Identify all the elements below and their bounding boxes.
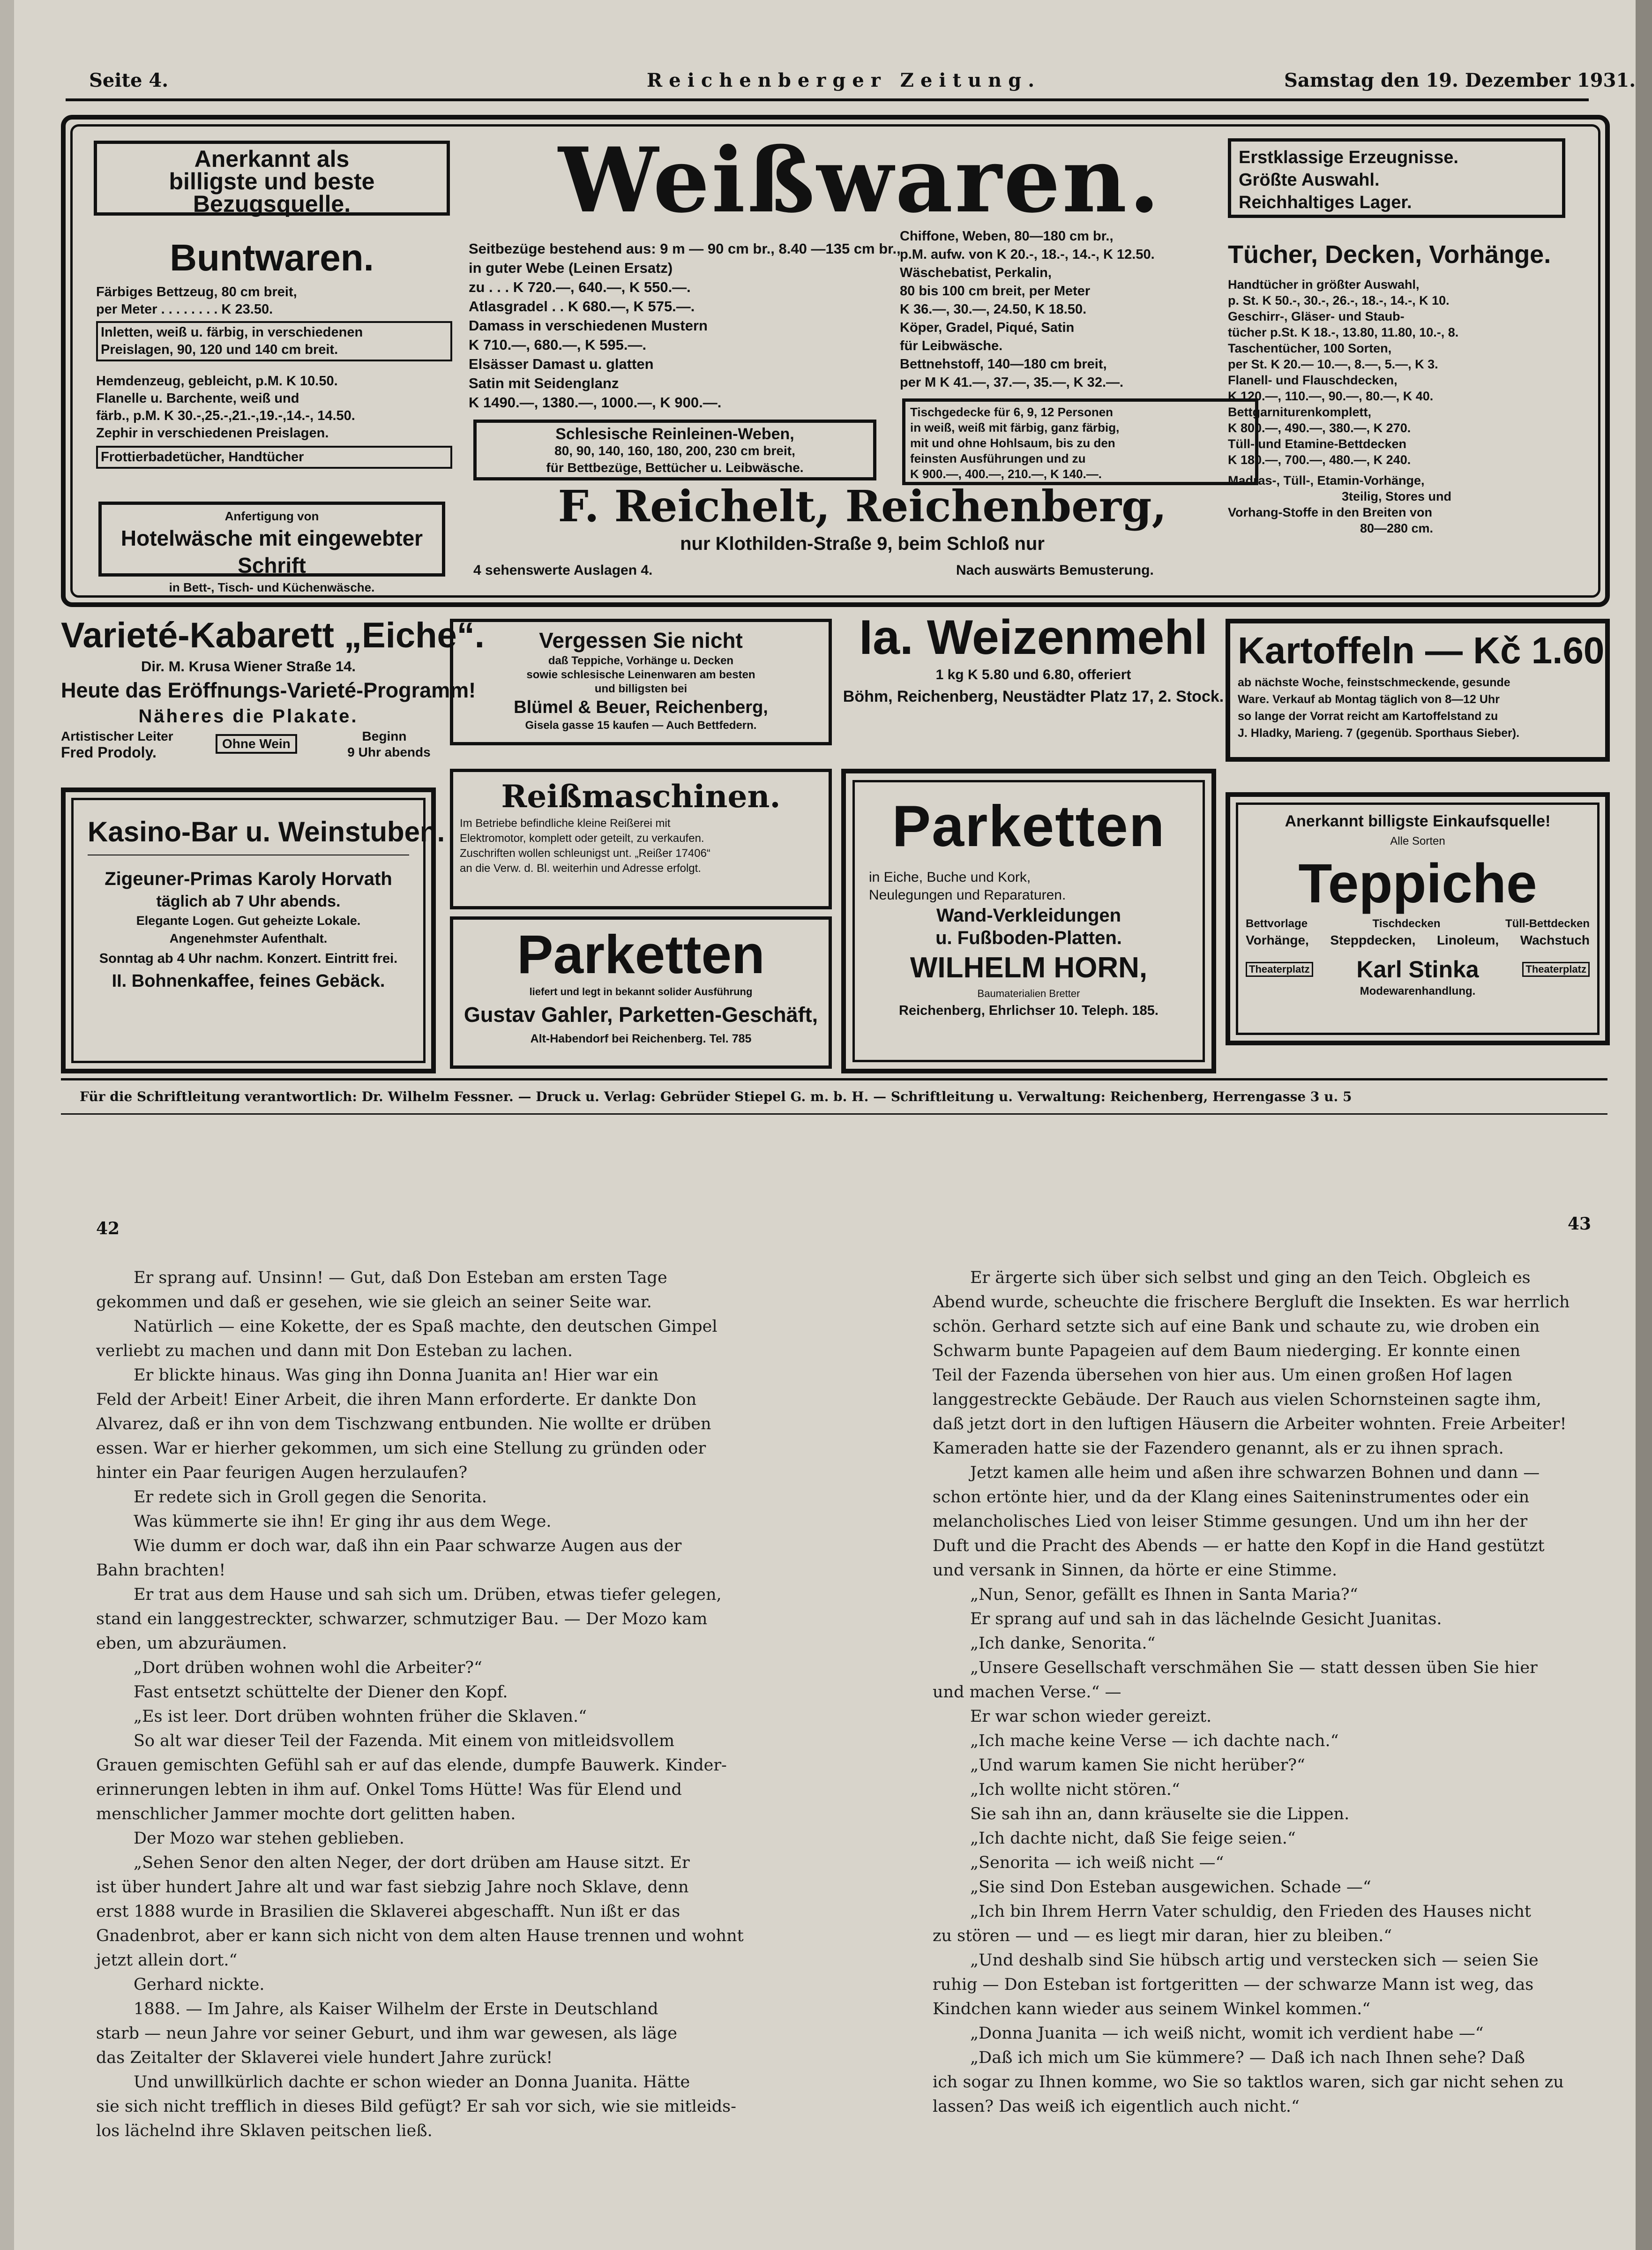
novel-left-line: Er blickte hinaus. Was ging ihn Donna Juanita an! Hier war ein (134, 1366, 659, 1385)
buntwaren-line: färb., p.M. K 30.-,25.-,21.-,19.-,14.-, 14.50. (96, 408, 355, 423)
buntwaren-line: per Meter . . . . . . . . K 23.50. (96, 302, 273, 317)
right-line: Bettnehstoff, 140—180 cm breit, (900, 357, 1107, 372)
novel-right-line: „Ich mache keine Verse — ich dachte nach.“ (970, 1732, 1339, 1750)
reiss-line: Elektromotor, komplett oder geteilt, zu verkaufen. (460, 832, 704, 845)
buntwaren-line: Hemdenzeug, gebleicht, p.M. K 10.50. (96, 374, 338, 389)
novel-right-line: schon ertönte hier, und da der Klang eines Saiteninstrumentes oder ein (933, 1488, 1530, 1507)
teppiche-theaterplatz-left: Theaterplatz (1246, 962, 1313, 977)
novel-right-line: langgestreckte Gebäude. Der Rauch aus vielen Schornsteinen sagte ihm, (933, 1390, 1541, 1409)
anerkannt-box (94, 141, 450, 216)
kasino-line: Angenehmster Aufenthalt. (169, 931, 328, 945)
weizenmehl-price: 1 kg K 5.80 und 6.80, offeriert (935, 667, 1131, 682)
reiss-line: Zuschriften wollen schleunigst unt. „Reißer 17406“ (460, 847, 710, 860)
right-line: Köper, Gradel, Piqué, Satin (900, 320, 1075, 335)
mid-line: Atlasgradel . . K 680.—, K 575.—. (469, 298, 695, 315)
novel-right-line: „Ich dachte nicht, daß Sie feige seien.“ (970, 1829, 1296, 1848)
novel-left-line: Er redete sich in Groll gegen die Senorita. (134, 1488, 487, 1507)
mid-line: Seitbezüge bestehend aus: 9 m — 90 cm br., 8.40 —135 cm br., (469, 240, 901, 257)
novel-right-line: „Daß ich mich um Sie kümmere? — Daß ich nach Ihnen sehe? Daß (970, 2048, 1525, 2067)
page-number-header: Seite 4. (89, 69, 169, 91)
vergessen-ad (450, 619, 832, 745)
buntwaren-line: Flanelle u. Barchente, weiß und (96, 391, 299, 406)
teppiche-top: Anerkannt billigste Einkaufsquelle! (1285, 812, 1551, 830)
tisch-line: K 900.—, 400.—, 210.—, K 140.—. (910, 467, 1102, 481)
novel-right-line: „Donna Juanita — ich weiß nicht, womit ich verdient habe —“ (970, 2024, 1484, 2043)
page-number-left: 42 (96, 1219, 120, 1238)
novel-right-line: lassen? Das weiß ich eigentlich auch nicht.“ (933, 2097, 1300, 2116)
novel-right-line: daß jetzt dort in den luftigen Häusern die Arbeiter wohnten. Freie Arbeiter! (933, 1415, 1567, 1433)
novel-right-line: zu stören — und — es liegt mir daran, hier zu bleiben.“ (933, 1927, 1392, 1945)
novel-right-line: Kindchen kann wieder aus seinem Winkel kommen.“ (933, 2000, 1371, 2018)
novel-left-line: Alvarez, daß er ihn von dem Tischzwang entbunden. Nie wollte er drüben (96, 1415, 711, 1433)
kartoffeln-ad (1226, 619, 1610, 762)
novel-left-line: ist über hundert Jahre alt und war fast siebzig Jahre noch Sklave, denn (96, 1878, 689, 1897)
parketten-horn-ad (841, 769, 1216, 1073)
novel-left-line: starb — neun Jahre vor seiner Geburt, und ihm war gewesen, als läge (96, 2024, 678, 2043)
novel-left-line: Bahn brachten! (96, 1561, 226, 1580)
right-line: p.M. aufw. von K 20.-, 18.-, 14.-, K 12.50. (900, 247, 1155, 262)
scan-edge-left (0, 0, 14, 2250)
anerkannt-line-3: Bezugsquelle. (193, 191, 351, 217)
weisswaren-ad (61, 115, 1610, 607)
novel-left-line: eben, um abzuräumen. (96, 1634, 287, 1653)
kartoffeln-line: J. Hladky, Marieng. 7 (gegenüb. Sporthaus Sieber). (1238, 727, 1520, 740)
tuecher-line: K 120.—, 110.—, 90.—, 80.—, K 40. (1228, 389, 1434, 403)
mid-line: K 1490.—, 1380.—, 1000.—, K 900.—. (469, 394, 722, 411)
eiche-ad (61, 614, 485, 783)
novel-left-line: Was kümmerte sie ihn! Er ging ihr aus dem Wege. (134, 1512, 552, 1531)
mid-line: Elsässer Damast u. glatten (469, 356, 654, 372)
kasino-ad (61, 788, 445, 1073)
novel-left-line: Der Mozo war stehen geblieben. (134, 1829, 404, 1848)
novel-right-line: und machen Verse.“ — (933, 1683, 1121, 1702)
teppiche-item: Linoleum, (1436, 933, 1499, 947)
novel-right-line: Sie sah ihn an, dann kräuselte sie die Lippen. (970, 1805, 1350, 1823)
eiche-beginn: 9 Uhr abends (347, 745, 431, 759)
novel-right-line: Schwarm bunte Papageien auf dem Baum niederging. Er konnte einen (933, 1342, 1521, 1360)
gahler-firm: Gustav Gahler, Parketten-Geschäft, (463, 1003, 818, 1027)
tuecher-line: per St. K 20.— 10.—, 8.—, 5.—, K 3. (1228, 357, 1438, 371)
teppiche-inner (1236, 802, 1600, 1035)
weizenmehl-firm: Böhm, Reichenberg, Neustädter Platz 17, 2. Stock. (843, 688, 1224, 705)
novel-left-line: Er sprang auf. Unsinn! — Gut, daß Don Esteban am ersten Tage (134, 1268, 667, 1287)
mid-line: Satin mit Seidenglanz (469, 375, 619, 391)
horn-address: Reichenberg, Ehrlichser 10. Teleph. 185. (899, 1003, 1159, 1018)
tuecher-line: Madras-, Tüll-, Etamin-Vorhänge, (1228, 473, 1425, 488)
teppiche-title: Teppiche (1298, 853, 1537, 915)
novel-left-line: das Zeitalter der Sklaverei viele hundert Jahre zurück! (96, 2048, 553, 2067)
schlesische-line-2: 80, 90, 140, 160, 180, 200, 230 cm breit, (554, 443, 795, 458)
buntwaren-list (96, 284, 452, 469)
tuecher-line: Vorhang-Stoffe in den Breiten von (1228, 505, 1433, 519)
eiche-footer (61, 728, 436, 765)
novel-right-line: „Sie sind Don Esteban ausgewichen. Schade —“ (970, 1878, 1371, 1897)
horn-line: Wand-Verkleidungen (936, 905, 1121, 926)
teppiche-item: Steppdecken, (1330, 933, 1416, 947)
vergessen-title: Vergessen Sie nicht (539, 628, 743, 652)
novel-right-line: melancholisches Lied von leiser Stimme gesungen. Und um ihn her der (933, 1512, 1528, 1531)
novel-right-line: „Unsere Gesellschaft verschmähen Sie — statt dessen üben Sie hier (970, 1658, 1538, 1677)
eiche-leiter: Fred Prodoly. (61, 744, 157, 761)
kasino-line: Elegante Logen. Gut geheizte Lokale. (136, 914, 361, 928)
newspaper-title: Reichenberger Zeitung. (647, 69, 1041, 91)
tischgedecke-box (902, 398, 1258, 485)
hotel-line-3: in Bett-, Tisch- und Küchenwäsche. (169, 580, 375, 594)
teppiche-ad (1226, 792, 1610, 1045)
novel-left-line: Und unwillkürlich dachte er schon wieder an Donna Juanita. Hätte (134, 2073, 690, 2092)
mid-line: zu . . . K 720.—, 640.—, K 550.—. (469, 279, 691, 295)
teppiche-foot: Modewarenhandlung. (1360, 985, 1476, 998)
bemusterung-note: Nach auswärts Bemusterung. (956, 562, 1154, 578)
horn-line: Neulegungen und Reparaturen. (869, 887, 1066, 903)
kartoffeln-title: Kartoffeln — Kč 1.60 (1238, 630, 1605, 671)
vergessen-line: daß Teppiche, Vorhänge u. Decken (548, 654, 734, 667)
anerkannt-line-1: Anerkannt als (194, 146, 350, 172)
tuecher-line: Flanell- und Flauschdecken, (1228, 373, 1398, 387)
novel-left-line: „Dort drüben wohnen wohl die Arbeiter?“ (134, 1658, 482, 1677)
gahler-title: Parketten (517, 924, 765, 985)
eiche-program: Heute das Eröffnungs-Varieté-Programm! (61, 678, 476, 702)
gahler-line: liefert und legt in bekannt solider Ausführung (529, 986, 753, 998)
kasino-line: Zigeuner-Primas Karoly Horvath (105, 869, 392, 889)
schlesische-line-3: für Bettbezüge, Bettücher u. Leibwäsche. (546, 460, 804, 475)
novel-left-line: Gnadenbrot, aber er kann sich nicht von dem alten Hause trennen und wohnt (96, 1927, 744, 1945)
anerkannt-line-2: billigste und beste (169, 168, 375, 195)
tisch-line: feinsten Ausführungen und zu (910, 451, 1086, 465)
novel-right-line: „Und deshalb sind Sie hübsch artig und verstecken sich — seien Sie (970, 1951, 1539, 1970)
tuecher-line: Taschentücher, 100 Sorten, (1228, 341, 1392, 355)
vergessen-line: sowie schlesische Leinenwaren am besten (526, 668, 755, 681)
novel-left-line: So alt war dieser Teil der Fazenda. Mit einem von mitleidsvollem (134, 1732, 675, 1750)
tuecher-line: K 180.—, 700.—, 480.—, K 240. (1228, 453, 1411, 467)
reichelt-company: F. Reichelt, Reichenberg, (558, 481, 1167, 532)
kartoffeln-line: ab nächste Woche, feinstschmeckende, gesunde (1238, 676, 1510, 689)
horn-firm: WILHELM HORN, (910, 952, 1148, 984)
reissmaschinen-title: Reißmaschinen. (501, 778, 781, 815)
reiss-line: an die Verw. d. Bl. weiterhin und Adresse erfolgt. (460, 862, 701, 875)
auslagen-note: 4 sehenswerte Auslagen 4. (473, 562, 653, 578)
buntwaren-line: Preislagen, 90, 120 und 140 cm breit. (101, 342, 338, 357)
novel-right-line: „Ich wollte nicht stören.“ (970, 1780, 1180, 1799)
mid-line: K 710.—, 680.—, K 595.—. (469, 337, 647, 353)
novel-left-line: „Sehen Senor den alten Neger, der dort drüben am Hause sitzt. Er (134, 1853, 690, 1872)
eiche-ohne-wein: Ohne Wein (216, 734, 297, 754)
right-line: Wäschebatist, Perkalin, (900, 265, 1052, 280)
erstklassige-line-2: Größte Auswahl. (1239, 170, 1380, 190)
novel-right-line: und versank in Sinnen, da hörte er eine Stimme. (933, 1561, 1338, 1580)
novel-left-line: erst 1888 wurde in Brasilien die Sklaverei abgeschafft. Nun ißt er das (96, 1902, 680, 1921)
tuecher-line: K 800.—, 490.—, 380.—, K 270. (1228, 421, 1411, 435)
weisswaren-title: Weißwaren. (558, 128, 1162, 232)
novel-left-line: Natürlich — eine Kokette, der es Spaß machte, den deutschen Gimpel (134, 1317, 718, 1336)
novel-left-line: menschlicher Jammer mochte dort gelitten haben. (96, 1805, 516, 1823)
page-number-right: 43 (1568, 1214, 1592, 1234)
tuecher-line: 3teilig, Stores und (1341, 489, 1452, 503)
issue-date: Samstag den 19. Dezember 1931. (1284, 69, 1636, 91)
gahler-address: Alt-Habendorf bei Reichenberg. Tel. 785 (530, 1032, 752, 1045)
novel-left-line: Er trat aus dem Hause und sah sich um. Drüben, etwas tiefer gelegen, (134, 1585, 722, 1604)
buntwaren-line: Färbiges Bettzeug, 80 cm breit, (96, 285, 297, 300)
novel-right-line: „Und warum kamen Sie nicht herüber?“ (970, 1756, 1305, 1775)
novel-left-line: Grauen gemischten Gefühl sah er auf das elende, dumpfe Bauwerk. Kinder- (96, 1756, 727, 1775)
teppiche-item: Wachstuch (1520, 933, 1590, 947)
seitbezuege-list (469, 239, 901, 412)
teppiche-item: Bettvorlage (1246, 917, 1308, 930)
kasino-line: II. Bohnenkaffee, feines Gebäck. (112, 971, 385, 991)
schlesische-line-1: Schlesische Reinleinen-Weben, (555, 425, 794, 443)
hotel-line-1: Anfertigung von (224, 509, 319, 523)
teppiche-firm-row (1246, 956, 1590, 983)
footer-rule (61, 1078, 1607, 1080)
novel-left-line: Gerhard nickte. (134, 1975, 265, 1994)
erstklassige-line-3: Reichhaltiges Lager. (1239, 193, 1412, 212)
novel-left-line: jetzt allein dort.“ (96, 1951, 238, 1970)
schlesische-box (473, 420, 876, 480)
right-line: für Leibwäsche. (900, 338, 1003, 353)
tisch-line: mit und ohne Hohlsaum, bis zu den (910, 436, 1115, 450)
novel-right-column (933, 1266, 1598, 2119)
eiche-address: Dir. M. Krusa Wiener Straße 14. (141, 658, 356, 675)
novel-left-line: 1888. — Im Jahre, als Kaiser Wilhelm der Erste in Deutschland (134, 2000, 658, 2018)
novel-right-line: „Ich bin Ihrem Herrn Vater schuldig, den Frieden des Hauses nicht (970, 1902, 1531, 1921)
horn-line: in Eiche, Buche und Kork, (869, 870, 1031, 885)
kasino-title: Kasino-Bar u. Weinstuben. (88, 816, 445, 848)
novel-right-line: Abend wurde, scheuchte die frischere Bergluft die Insekten. Es war herrlich (933, 1293, 1570, 1312)
novel-left-line: stand ein langgestreckter, schwarzer, schmutziger Bau. — Der Mozo kam (96, 1610, 708, 1628)
scan-edge-right (1636, 0, 1652, 2250)
novel-right-line: Teil der Fazenda übersehen von hier aus. Um einen großen Hof lagen (933, 1366, 1513, 1385)
novel-left-column (96, 1266, 815, 2143)
reichelt-address: nur Klothilden-Straße 9, beim Schloß nur (680, 533, 1045, 554)
novel-left-line: verliebt zu machen und dann mit Don Esteban zu lachen. (96, 1342, 573, 1360)
tuecher-line: 80—280 cm. (1360, 521, 1434, 535)
tuecher-line: Tüll- und Etamine-Bettdecken (1228, 437, 1407, 451)
parketten-horn-title: Parketten (892, 794, 1166, 859)
imprint-line: Für die Schriftleitung verantwortlich: Dr. Wilhelm Fessner. — Druck u. Verlag: Gebrüder Stiepel G. m. b. H. — Schriftleitung u. Verwaltung: Reichenberg, Herrengasse 3 u. 5 (80, 1089, 1352, 1104)
vergessen-line: und billigsten bei (594, 682, 688, 695)
novel-left-line: Feld der Arbeit! Einer Arbeit, die ihren Mann erforderte. Er dankte Don (96, 1390, 697, 1409)
parketten-horn-inner (852, 780, 1205, 1062)
novel-right-line: „Senorita — ich weiß nicht —“ (970, 1853, 1224, 1872)
tuecher-line: Handtücher in größter Auswahl, (1228, 278, 1420, 292)
tuecher-line: Geschirr-, Gläser- und Staub- (1228, 309, 1405, 323)
teppiche-item: Vorhänge, (1246, 933, 1309, 947)
hotelwaesche-box (98, 502, 445, 594)
tisch-line: Tischgedecke für 6, 9, 12 Personen (910, 405, 1114, 419)
teppiche-item: Tüll-Bettdecken (1505, 917, 1590, 930)
right-line: K 36.—, 30.—, 24.50, K 18.50. (900, 302, 1087, 317)
mid-line: in guter Webe (Leinen Ersatz) (469, 260, 673, 276)
novel-right-line: Er sprang auf und sah in das lächelnde Gesicht Juanitas. (970, 1610, 1442, 1628)
novel-left-line: essen. War er hierher gekommen, um sich eine Stellung zu gründen oder (96, 1439, 706, 1458)
parketten-gahler-ad (450, 916, 832, 1069)
novel-right-line: „Nun, Senor, gefällt es Ihnen in Santa Maria?“ (970, 1585, 1358, 1604)
right-line: Chiffone, Weben, 80—180 cm br., (900, 229, 1114, 244)
header-rule (66, 98, 1589, 101)
buntwaren-title: Buntwaren. (170, 237, 374, 278)
mid-line: Damass in verschiedenen Mustern (469, 317, 708, 334)
tuecher-line: p. St. K 50.-, 30.-, 26.-, 18.-, 14.-, K 10. (1228, 293, 1450, 308)
novel-left-line: los lächelnd ihre Sklaven peitschen ließ. (96, 2122, 433, 2140)
inletten-box (96, 321, 452, 361)
kartoffeln-line: Ware. Verkauf ab Montag täglich von 8—12 Uhr (1238, 693, 1500, 706)
novel-left-line: sie sich nicht trefflich in dieses Bild gefügt? Er sah vor sich, wie sie mitleids- (96, 2097, 736, 2116)
erstklassige-box (1228, 138, 1565, 218)
novel-left-line: gekommen und daß er gesehen, wie sie gleich an seiner Seite war. (96, 1293, 652, 1312)
novel-right-line: Kameraden hatte sie der Fazendero genannt, als er zu ihnen sprach. (933, 1439, 1504, 1458)
vergessen-firm: Blümel & Beuer, Reichenberg, (514, 698, 768, 717)
teppiche-firm: Karl Stinka (1356, 956, 1479, 982)
novel-right-line: Jetzt kamen alle heim und aßen ihre schwarzen Bohnen und dann — (970, 1463, 1540, 1482)
teppiche-row-1 (1246, 916, 1590, 931)
novel-right-line: ruhig — Don Esteban ist fortgeritten — der schwarze Mann ist weg, das (933, 1975, 1534, 1994)
kasino-inner (71, 798, 445, 1063)
eiche-title: Varieté-Kabarett „Eiche“. (61, 615, 485, 655)
erstklassige-line-1: Erstklassige Erzeugnisse. (1239, 148, 1458, 167)
weizenmehl-ad (841, 609, 1226, 750)
novel-left-line: hinter ein Paar feurigen Augen herzulaufen? (96, 1463, 468, 1482)
novel-left-line: Fast entsetzt schüttelte der Diener den Kopf. (134, 1683, 508, 1702)
teppiche-row-2 (1246, 931, 1590, 949)
tisch-line: in weiß, weiß mit färbig, ganz färbig, (910, 420, 1120, 435)
kasino-line: täglich ab 7 Uhr abends. (156, 892, 341, 910)
weizenmehl-title: Ia. Weizenmehl (859, 610, 1208, 665)
novel-right-line: ich sogar zu Ihnen komme, wo Sie so taktlos waren, sich gar nicht sehen zu (933, 2073, 1564, 2092)
horn-line: u. Fußboden-Platten. (935, 928, 1122, 948)
teppiche-item: Tischdecken (1372, 917, 1441, 930)
novel-right-line: schön. Gerhard setzte sich auf eine Bank und schaute zu, wie droben ein (933, 1317, 1540, 1336)
tuecher-line: tücher p.St. K 18.-, 13.80, 11.80, 10.-, 8. (1228, 325, 1459, 339)
buntwaren-line: Inletten, weiß u. färbig, in verschiedenen (101, 325, 363, 340)
teppiche-sub: Alle Sorten (1390, 835, 1445, 848)
novel-left-line: Wie dumm er doch war, daß ihn ein Paar schwarze Augen aus der (134, 1537, 682, 1555)
novel-right-line: „Ich danke, Senorita.“ (970, 1634, 1156, 1653)
novel-right-line: Er ärgerte sich über sich selbst und ging an den Teich. Obgleich es (970, 1268, 1531, 1287)
kasino-line: Sonntag ab 4 Uhr nachm. Konzert. Eintritt frei. (99, 951, 398, 966)
frottier-box: Frottierbadetücher, Handtücher (96, 446, 452, 469)
eiche-beginn-label: Beginn (362, 729, 407, 743)
novel-left-line: „Es ist leer. Dort drüben wohnten früher die Sklaven.“ (134, 1707, 587, 1726)
teppiche-theaterplatz-right: Theaterplatz (1522, 962, 1590, 977)
buntwaren-line: Zephir in verschiedenen Preislagen. (96, 426, 329, 441)
right-line: 80 bis 100 cm breit, per Meter (900, 284, 1091, 299)
horn-sub: Baumaterialien Bretter (977, 988, 1080, 999)
novel-right-line: Er war schon wieder gereizt. (970, 1707, 1212, 1726)
tuecher-title: Tücher, Decken, Vorhänge. (1228, 240, 1551, 269)
reiss-line: Im Betriebe befindliche kleine Reißerei mit (460, 817, 671, 830)
novel-left-line: erinnerungen lebten in ihm auf. Onkel Toms Hütte! Was für Elend und (96, 1780, 682, 1799)
eiche-leiter-label: Artistischer Leiter (61, 729, 173, 743)
right-line: per M K 41.—, 37.—, 35.—, K 32.—. (900, 375, 1124, 390)
tuecher-list (1228, 277, 1565, 536)
hotel-line-2: Hotelwäsche mit eingewebter Schrift (120, 526, 423, 578)
reissmaschinen-ad (450, 769, 832, 909)
novel-right-line: Duft und die Pracht des Abends — er hatte den Kopf in die Hand gestützt (933, 1537, 1545, 1555)
vergessen-line: Gisela gasse 15 kaufen — Auch Bettfedern. (525, 719, 757, 732)
imprint-rule (61, 1113, 1607, 1115)
tuecher-line: Bettgarniturenkomplett, (1228, 405, 1372, 419)
kartoffeln-line: so lange der Vorrat reicht am Kartoffelstand zu (1238, 710, 1498, 723)
eiche-plakate: Näheres die Plakate. (138, 706, 359, 727)
